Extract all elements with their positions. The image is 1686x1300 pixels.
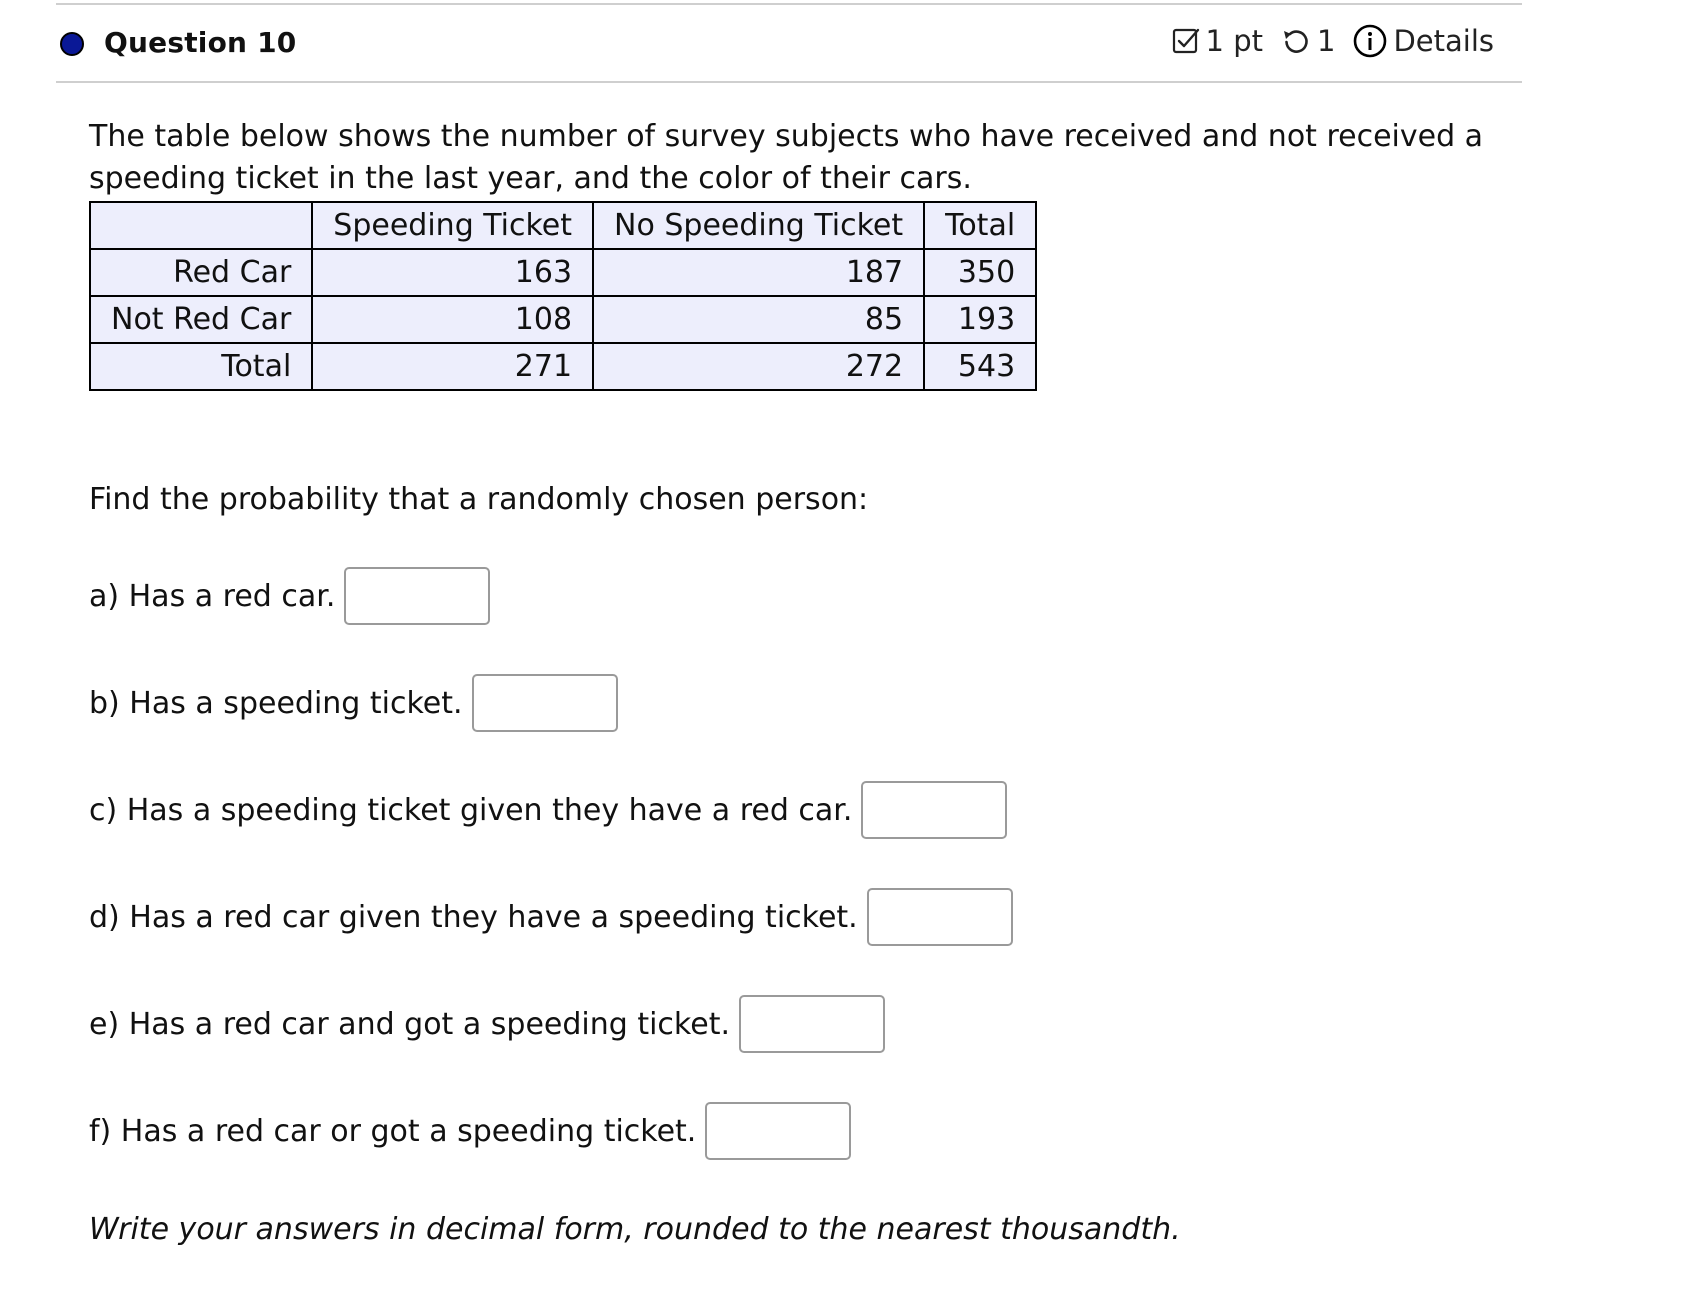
part-a-label: a) Has a red car. [89,578,336,614]
part-b-answer-input[interactable] [472,674,618,732]
table-row [90,249,1036,296]
part-f-label: f) Has a red car or got a speeding ticket. [89,1113,697,1149]
table-cell: 272 [593,343,924,390]
part-e [89,995,885,1053]
data-table [89,201,1037,391]
part-c [89,781,1007,839]
table-cell: 193 [924,296,1036,343]
table-row [90,343,1036,390]
part-d-label: d) Has a red car given they have a speeding ticket. [89,899,858,935]
part-d [89,888,1013,946]
table-cell: Not Red Car [90,296,312,343]
table-cell: Total [90,343,312,390]
part-c-answer-input[interactable] [861,781,1007,839]
table-cell: 163 [312,249,593,296]
part-a-answer-input[interactable] [344,567,490,625]
table-cell: 271 [312,343,593,390]
question-prompt: The table below shows the number of survey subjects who have received and not received a speeding ticket in the last year, and the color of their cars. [89,119,1484,196]
table-cell: No Speeding Ticket [593,202,924,249]
part-a [89,567,490,625]
header-divider [56,81,1522,83]
part-f-answer-input[interactable] [705,1102,851,1160]
table-cell: Total [924,202,1036,249]
table-cell: 543 [924,343,1036,390]
part-b [89,674,618,732]
table-cell [90,202,312,249]
points-label: 1 pt [1205,24,1263,58]
part-e-answer-input[interactable] [739,995,885,1053]
part-e-label: e) Has a red car and got a speeding ticket. [89,1006,730,1042]
table-header-row [90,202,1036,249]
checkbox-icon [1172,27,1200,55]
info-icon[interactable] [1353,24,1387,58]
find-instruction: Find the probability that a randomly chosen person: [89,482,869,517]
table-cell: 108 [312,296,593,343]
question-header [56,20,1496,72]
retry-icon [1281,26,1311,56]
status-dot [60,32,84,56]
question-title: Question 10 [104,26,297,59]
table-cell: Red Car [90,249,312,296]
part-f [89,1102,851,1160]
details-link[interactable]: Details [1393,24,1494,58]
attempts-count: 1 [1317,24,1336,58]
top-divider [56,3,1522,5]
table-cell: 85 [593,296,924,343]
part-b-label: b) Has a speeding ticket. [89,685,463,721]
part-d-answer-input[interactable] [867,888,1013,946]
table-row [90,296,1036,343]
table-cell: Speeding Ticket [312,202,593,249]
question-meta [1172,24,1494,58]
part-c-label: c) Has a speeding ticket given they have a red car. [89,792,853,828]
table-cell: 187 [593,249,924,296]
table-cell: 350 [924,249,1036,296]
answer-format-note: Write your answers in decimal form, rounded to the nearest thousandth. [89,1212,1181,1247]
